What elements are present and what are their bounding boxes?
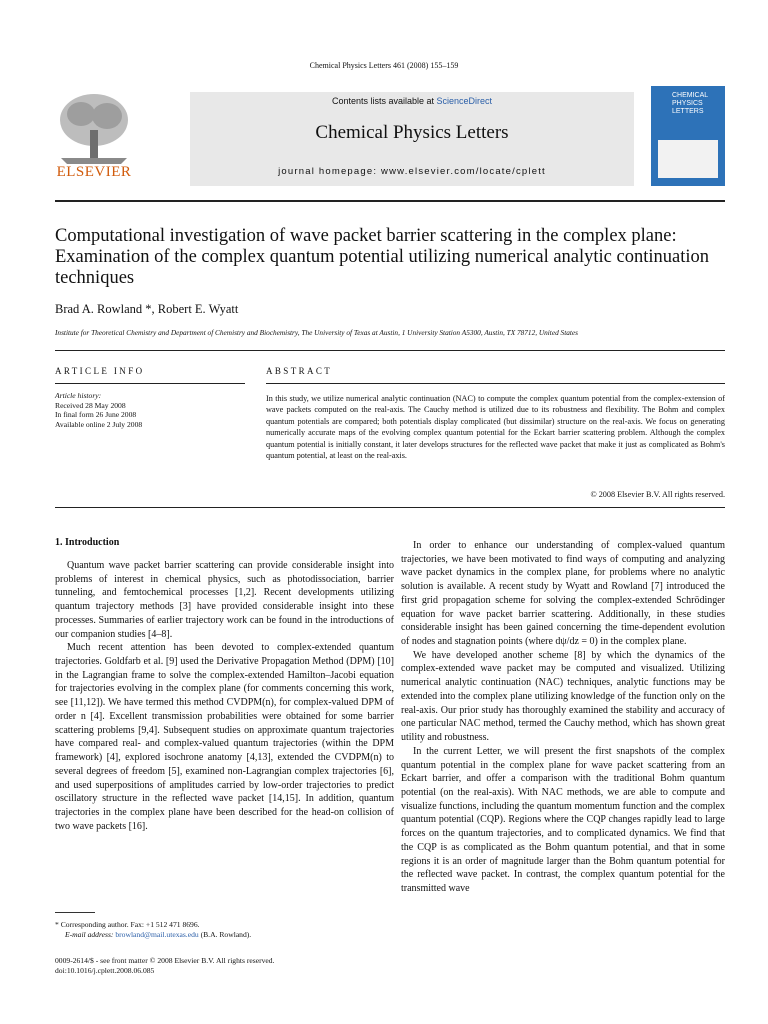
article-info-label: ARTICLE INFO	[55, 366, 145, 376]
email-suffix: (B.A. Rowland).	[198, 930, 252, 939]
history-title: Article history:	[55, 391, 102, 400]
article-history	[55, 391, 245, 429]
sciencedirect-link[interactable]: ScienceDirect	[436, 96, 493, 106]
paragraph: In the current Letter, we will present the first snapshots of the complex quantum potential in the complex plane for wave packet scattering from an Eckart barrier, and offer a comparison with the traditional Bohm quantum potential (on the real-axis). With NAC methods, we are able to compute and visualize functions, including the quantum momentum function and the complex quantum potential (CQP). Regions where the CQP changes rapidly lead to large forces on the quantum trajectories, and to complicated dynamics. We find that the CQP is as complicated as the Bohm quantum potential, and that in some regions it is an order of magnitude larger than the Bohm quantum potential for the reflected wave packet. In contrast, the complex quantum potential for the transmitted wave	[401, 745, 725, 894]
abstract-copyright: © 2008 Elsevier B.V. All rights reserved.	[590, 490, 725, 499]
abstract-text: In this study, we utilize numerical analytic continuation (NAC) to compute the complex quantum potential from the complex-extension of wave packets computed on the real-axis. The Cauchy method is utilized due to its robustness and flexibility. The Bohm and complex quantum potentials are compared; both potentials display complicated (but dissimilar) structure on the real-axis. We focus on generating numerically accurate maps of the evolving complex quantum potential for the Eckart barrier scattering problem. Although the complex quantum potential is initially constant, it later develops structures for the reflected wave packet that make it just as complicated as Bohm's quantum potential, at least on the real-axis.	[266, 394, 725, 461]
paragraph: In order to enhance our understanding of complex-valued quantum trajectories, we have been motivated to find ways of computing and analyzing wave packet dynamics in the complex plane, for problems where no analytic solution is available. A recent study by Wyatt and Rowland [7] introduced the first grid propagation scheme for solving the complex-extended Schrödinger equation for wave packet barrier scattering. Additionally, in these studies considerable insight has been gained concerning the time-dependent evolution of nodes and stagnation points (where dψ/dz = 0) in the complex plane.	[401, 540, 725, 648]
received-date: Received 28 May 2008	[55, 400, 126, 410]
info-rule	[55, 383, 245, 384]
header-rule	[55, 200, 725, 202]
article-authors: Brad A. Rowland *, Robert E. Wyatt	[55, 302, 239, 316]
cover-line: LETTERS	[672, 108, 704, 115]
corresponding-footnote	[55, 920, 385, 940]
author-affiliation: Institute for Theoretical Chemistry and Department of Chemistry and Biochemistry, The University of Texas at Austin, 1 University Station A5300, Austin, TX 78712, United States	[55, 328, 578, 337]
paragraph: Quantum wave packet barrier scattering can provide considerable insight into problems of interest in chemical physics, such as photodissociation, barrier tunneling, and femtochemical processes [1,2]. Recent developments utilizing quantum trajectory methods [3] have provided considerable insight into these processes. Summaries of earlier trajectory work can be found in the introductions of our companion studies [4–8].	[55, 560, 394, 640]
section-heading: 1. Introduction	[55, 537, 120, 548]
email-link[interactable]: browland@mail.utexas.edu	[115, 930, 199, 939]
abstract-rule	[266, 383, 725, 384]
section-rule	[55, 350, 725, 351]
cover-artwork	[658, 140, 718, 178]
article-title: Computational investigation of wave packet barrier scattering in the complex plane: Examination of the complex quantum potential utilizing numerical analytic continuation techniques	[55, 226, 710, 288]
contents-prefix: Contents lists available at	[331, 96, 437, 106]
contents-availability	[190, 96, 634, 106]
journal-homepage[interactable]: journal homepage: www.elsevier.com/locate/cplett	[278, 166, 546, 177]
cover-line: PHYSICS	[672, 100, 703, 107]
abstract-label: ABSTRACT	[266, 366, 333, 376]
running-header: Chemical Physics Letters 461 (2008) 155–159	[309, 61, 459, 70]
corresponding-author: * Corresponding author. Fax: +1 512 471 8696.	[55, 920, 200, 929]
body-left-column	[55, 559, 394, 833]
journal-title: Chemical Physics Letters	[315, 122, 509, 143]
cover-title	[672, 92, 708, 116]
abstract-bottom-rule	[55, 507, 725, 508]
paragraph: We have developed another scheme [8] by which the dynamics of the complex-extended wave packet may be computed and visualized. Utilizing numerical analytic continuation (NAC) techniques, analytic functions may be extended into the complex plane utilizing knowledge of the function only on the real-axis. Our prior study has thoroughly examined the stability and accuracy of one particular NAC method, termed the Cauchy method, which has shown great utility and robustness.	[401, 649, 725, 744]
final-form-date: In final form 26 June 2008	[55, 410, 137, 420]
footnote-rule	[55, 912, 95, 913]
body-right-column	[401, 539, 725, 896]
paragraph: Much recent attention has been devoted to complex-extended quantum trajectories. Goldfarb et al. [9] used the Derivative Propagation Method (DPM) [10] in the Lagrangian frame to solve the complex-extended Hamilton–Jacobi equation for trajectories evolving in the complex plane (for comments concerning this work, see [11,12]). We have termed this method CVDPM(n), for complex-valued DPM of order n [4]. Excellent transmission probabilities were obtained for some barrier scattering problems [9,4]. Subsequent studies on approximate quantum trajectories have compared real- and complex-valued quantum trajectories (within the DPM framework) [4], explored isochrone anatomy [4,13], extended the CVDPM(n) to several degrees of freedom [5], examined non-Lagrangian complex trajectories [6], and used superpositions of amplitudes carried by low-order trajectories to predict oscillatory structure in the reflected wave packet [14,15]. In addition, quantum trajectories in the complex plane have been described for the head-on collision of two wave packets [16].	[55, 642, 394, 832]
cover-line: CHEMICAL	[672, 92, 709, 99]
publisher-wordmark: ELSEVIER	[56, 164, 132, 180]
online-date: Available online 2 July 2008	[55, 419, 143, 429]
email-label: E-mail address:	[65, 930, 116, 939]
doi-line[interactable]: doi:10.1016/j.cplett.2008.06.085	[55, 966, 155, 975]
issn-line: 0009-2614/$ - see front matter © 2008 Elsevier B.V. All rights reserved.	[55, 956, 275, 965]
email-line	[55, 930, 385, 940]
bottom-metadata	[55, 956, 274, 976]
